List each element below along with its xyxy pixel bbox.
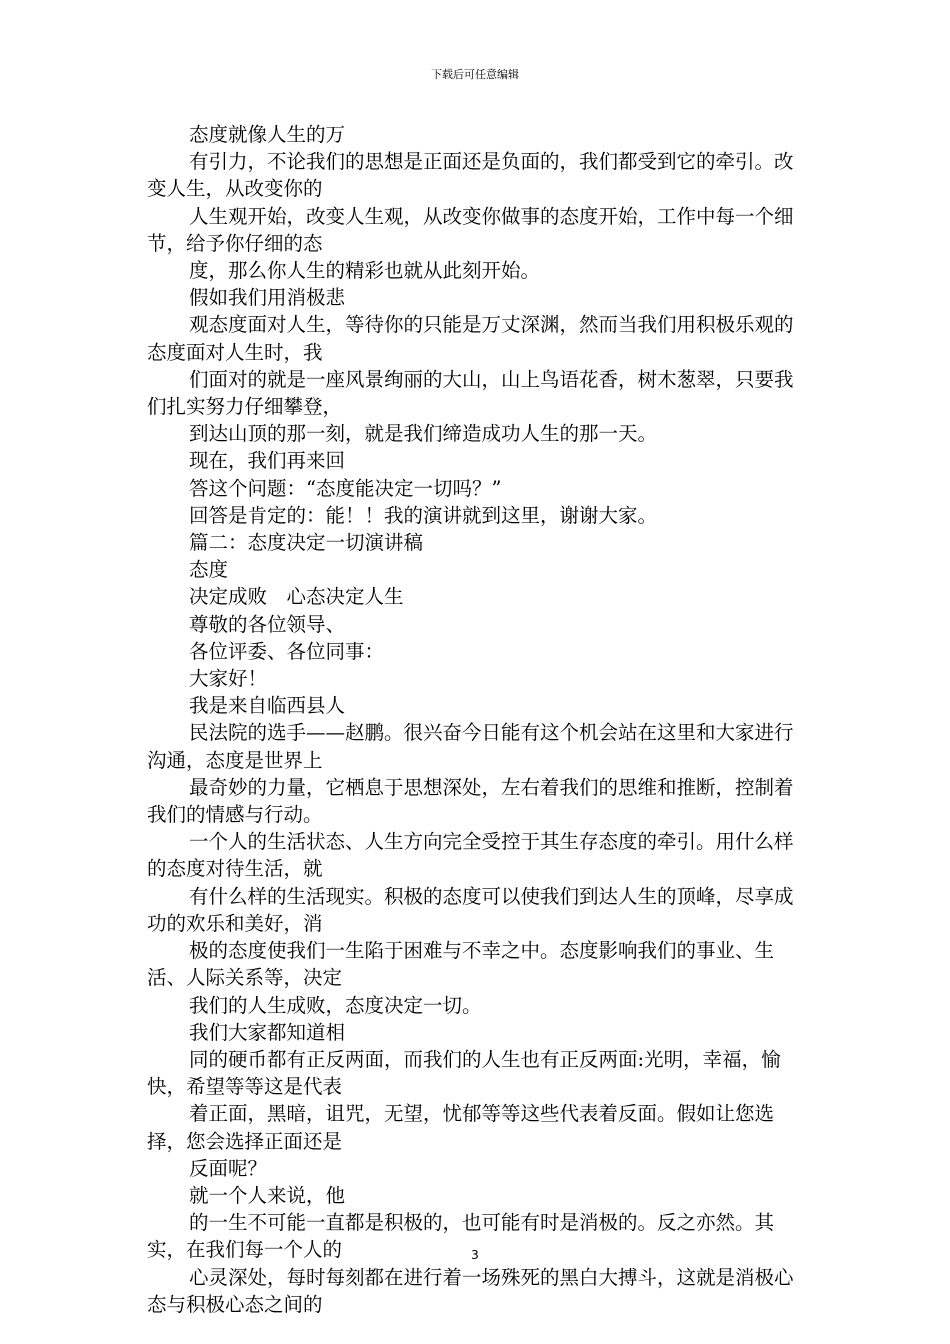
paragraph: 民法院的选手——赵鹏。很兴奋今日能有这个机会站在这里和大家进行沟通，态度是世界上 [147,721,794,772]
page-number: 3 [471,1248,479,1262]
paragraph: 答这个问题：“态度能决定一切吗？” [189,476,502,500]
paragraph: 有引力，不论我们的思想是正面还是负面的，我们都受到它的牵引。改变人生，从改变你的 [147,150,794,201]
paragraph: 观态度面对人生，等待你的只能是万丈深渊，然而当我们用积极乐观的态度面对人生时，我 [147,313,794,364]
paragraph: 尊敬的各位领导、 [189,612,346,636]
paragraph: 反面呢？ [189,1156,268,1180]
paragraph: 人生观开始，改变人生观，从改变你做事的态度开始，工作中每一个细节，给予你仔细的态 [147,204,794,255]
paragraph: 一个人的生活状态、人生方向完全受控于其生存态度的牵引。用什么样的态度对待生活，就 [147,830,794,881]
paragraph: 假如我们用消极悲 [189,286,346,310]
paragraph: 态度就像人生的万 [189,123,346,146]
paragraph: 就一个人来说，他 [189,1183,346,1207]
paragraph: 极的态度使我们一生陷于困难与不幸之中。态度影响我们的事业、生活、人际关系等，决定 [147,939,775,990]
section-heading: 篇二：态度决定一切演讲稿 [189,531,424,555]
paragraph: 大家好！ [189,667,268,691]
paragraph: 最奇妙的力量，它栖息于思想深处，左右着我们的思维和推断，控制着我们的情感与行动。 [147,775,794,827]
paragraph: 各位评委、各位同事： [189,639,385,663]
paragraph: 有什么样的生活现实。积极的态度可以使我们到达人生的顶峰，尽享成功的欢乐和美好，消 [147,884,794,935]
paragraph: 我们大家都知道相 [189,1020,346,1044]
paragraph: 度，那么你人生的精彩也就从此刻开始。 [189,259,541,283]
paragraph: 回答是肯定的：能！！我的演讲就到这里，谢谢大家。 [189,503,658,527]
paragraph: 我是来自临西县人 [189,694,346,718]
paragraph: 决定成败 心态决定人生 [189,585,404,609]
paragraph: 我们的人生成败，态度决定一切。 [189,993,482,1017]
paragraph: 同的硬币都有正反两面，而我们的人生也有正反两面:光明，幸福，愉快，希望等等这是代表 [147,1047,781,1099]
paragraph: 现在，我们再来回 [189,449,346,473]
paragraph: 着正面，黑暗，诅咒，无望，忧郁等等这些代表着反面。假如让您选择，您会选择正面还是 [147,1102,775,1153]
paragraph: 的一生不可能一直都是积极的，也可能有时是消极的。反之亦然。其实，在我们每一个人的 [147,1211,775,1262]
page-header: 下载后可任意编辑 [431,68,519,81]
paragraph: 心灵深处，每时每刻都在进行着一场殊死的黑白大搏斗，这就是消极心态与积极心态之间的 [147,1265,794,1316]
paragraph: 态度 [189,558,229,582]
document-body [147,121,807,1318]
paragraph: 们面对的就是一座风景绚丽的大山，山上鸟语花香，树木葱翠，只要我们扎实努力仔细攀登， [147,367,794,419]
paragraph: 到达山顶的那一刻，就是我们缔造成功人生的那一天。 [189,422,658,446]
